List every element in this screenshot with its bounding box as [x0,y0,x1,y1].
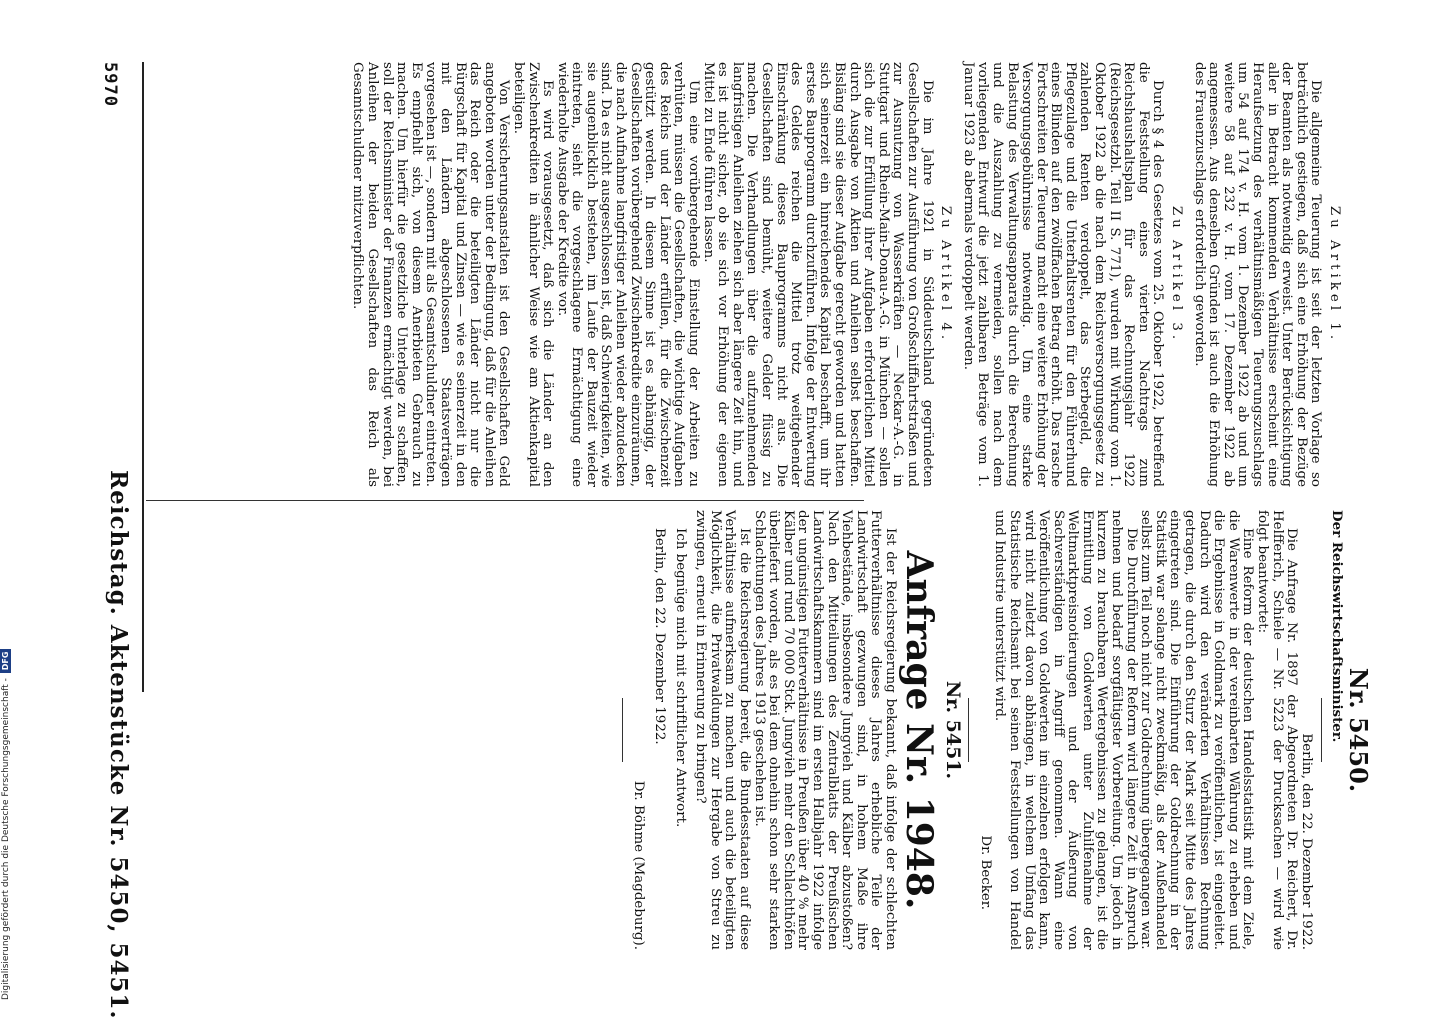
anfrage-paragraph-1: Ist der Reichsregierung bekannt, daß infolge der schlechten Futterverhältnisse dieses Jahres erhebliche Teile der Landwirtschaft gezwungen sind, in hohem Maße ihre Viehbestände, insbesondere Jungvieh und Kälber abzustoßen? Nach den Mitteilungen des Zentralblatts der Preußischen Landwirtschaftskammern sind im ersten Halbjahr 1922 infolge der ungünstigen Futterverhältnisse in Preußen über 40 % mehr Kälber und rund 70 000 Stck. Jungvieh mehr den Schlachthöfen überliefert worden, als es bei dem ohnehin schon sehr starken Schlachtungen des Jahres 1913 geschehen ist. [751,510,898,950]
nr5450-date: Berlin, den 22. Dezember 1922. [1298,733,1314,950]
credit-text: Digitalisierung gefördert durch die Deutsche Forschungsgemeinschaft - [1,678,11,1000]
anfrage-date: Berlin, den 22. Dezember 1922. [652,528,668,745]
left-column [350,62,1349,487]
art3-heading: Zu Artikel 3. [1169,205,1185,344]
nr5451-heading: Nr. 5451. [942,680,965,780]
header-rule [142,62,144,692]
divider-rule [1321,698,1322,762]
nr5450-paragraph-1: Eine Reform der deutschen Handelsstatistik mit dem Ziele, die Warenwerte in der vereinbarten Währung zu erheben und die Ergebnisse in Goldmark zu veröffentlichen, ist eingeleitet. Dadurch wird den veränderten Verhältnissen Rechnung getragen, die durch den Sturz der Mark seit Mitte des Jahres eingetreten sind. Die Einführung der Goldrechnung in der Statistik war solange nicht zweckmäßig, als der Außenhandel selbst zum Teil noch nicht zur Goldrechnung übergegangen war. [1138,510,1256,950]
art1-heading: Zu Artikel 1. [1327,205,1342,344]
art3-paragraph: Durch § 4 des Gesetzes vom 25. Oktober 1922, betreffend die Feststellung eines vierten Nachtrags zum Reichshaushaltsplan für das Rechnungsjahr 1922 (Reichsgesetzbl. Teil II S. 771), wurden mit Wirkung vom 1. Oktober 1922 ab die nach dem Reichsversorgungsgesetz zu zahlenden Renten verdoppelt, das Sterbegeld, die Pflegezulage und die Unterhaltsrenten für den Führerhund eines Blinden auf den zwölffachen Betrag erhöht. Das rasche Fortschreiten der Teuerung macht eine weitere Erhöhung der Versorgungsgebührnisse notwendig. Um eine starke Belastung des Verwaltungsapparats durch die Berechnung und die Auszahlung zu vermeiden, sollen nach dem vorliegenden Entwurf die jetzt zahlbaren Beträge vom 1. Januar 1923 ab abermals verdoppelt werden. [960,62,1166,487]
column-divider [146,500,864,501]
divider-rule [622,698,623,762]
dfg-logo: DFG [0,649,11,674]
anfrage-paragraph-2: Ist die Reichsregierung bereit, die Bundesstaaten auf diese Verhältnisse aufmerksam zu machen und auch die beteiligten Möglichkeit, die Privatwaldungen zur Hergabe von Streu zu zwingen, erneut in Erinnerung zu bringen? [693,510,753,950]
divider-rule [968,698,969,762]
art4-heading: Zu Artikel 4. [938,205,954,344]
art4-paragraph-3: Es wird vorausgesetzt, daß sich die Länder an den Zwischenkrediten in ähnlicher Weise wie am Aktienkapital beteiligen. [510,62,556,487]
art4-paragraph-1: Die im Jahre 1921 in Süddeutschland gegründeten Gesellschaften zur Ausführung von Großschiffahrtstraßen und zur Ausnutzung von Wasserkräften — Neckar-A.-G. in Stuttgart und Rhein-Main-Donau-A.-G. in München — sollen sich die zur Erfüllung ihrer Aufgaben erforderlichen Mittel durch Ausgabe von Aktien und Anleihen selbst beschaffen. Bisläng sind sie dieser Aufgabe gerecht geworden und hatten sich seinerzeit ein hinreichendes Kapital beschafft, um ihr erstes Bauprogramm durchzuführen. Infolge der Entwertung des Geldes reichen die Mittel trotz weitgehender Einschränkung dieses Bauprogramms nicht aus. Die Gesellschaften sind bemüht, weitere Gelder flüssig zu machen. Die Verhandlungen über die aufzunehmenden langfristigen Anleihen ziehen sich aber längere Zeit hin, und es ist nicht sicher, ob sie sich vor Erhöhung der eigenen Mittel zu Ende führen lassen. [700,62,935,487]
nr5450-intro: Die Anfrage Nr. 1897 der Abgeordneten Dr. Reichert, Dr. Helfferich, Schiele — Nr. 5223 der Drucksachen — wird wie folgt beantwortet: [1255,510,1300,950]
nr5450-sender: Der Reichswirtschaftsminister. [1329,510,1346,743]
art4-paragraph-2: Um eine vorübergehende Einstellung der Arbeiten zu verhüten, müssen die Gesellschaften, die wichtige Aufgaben des Reichs und der Länder erfüllen, für die Zwischenzeit gestützt werden. In diesem Sinne ist es abhängig, der Gesellschaften vorübergehend Zwischenkredite einzuräumen, die nach Aufnahme langfristiger Anleihen wieder abzudecken sind. Da es nicht ausgeschlossen ist, daß Schwierigkeiten, wie sie augenblicklich bestehen, im Laufe der Bauzeit wieder eintreten, sieht die vorgeschlagene Ermächtigung eine wiederholte Ausgabe der Kredite vor. [554,62,702,487]
running-head: Reichstag. Aktenstücke Nr. 5450, 5451. [105,470,132,1020]
anfrage-signature: Dr. Böhme (Magdeburg). [631,780,647,950]
art4-paragraph-4: Von Versicherungsanstalten ist den Gesellschaften Geld angeboten worden unter der Bedingung, daß für die Anleihen das Reich oder die beteiligten Länder nicht nur die Bürgschaft für Kapital und Zinsen — wie es seinerzeit in den mit den Ländern abgeschlossenen Staatsverträgen vorgesehen ist —, sondern mit als Gesamtschuldner eintreten. Es empfiehlt sich, von diesem Anerbieten Gebrauch zu machen. Um hierfür die gesetzliche Unterlage zu schaffen, soll der Reichsminister der Finanzen ermächtigt werden, bei Anleihen der beiden Gesellschaften das Reich als Gesamtschuldner mitzuverpflichten. [350,62,512,487]
anfrage-closing: Ich begnüge mich mit schriftlicher Antwort. [672,528,688,828]
anfrage-heading: Anfrage Nr. 1948. [897,550,940,910]
right-column [614,510,1373,950]
nr5450-heading: Nr. 5450. [1344,667,1373,793]
art1-paragraph: Die allgemeine Teuerung ist seit der letzten Vorlage so beträchtlich gestiegen, daß sich eine Erhöhung der Bezüge der Beamten als notwendig erweist. Unter Berücksichtigung aller in Betracht kommenden Verhältnisse erscheint eine Heraufsetzung des verhältnismäßigen Teuerungszuschlags um 54 auf 174 v. H. vom 1. Dezember 1922 ab und um weitere 58 auf 232 v. H. vom 17. Dezember 1922 ab angemessen. Aus denselben Gründen ist auch die Erhöhung des Frauenzuschlags erforderlich geworden. [1191,62,1324,487]
page-number: 5970 [100,62,120,107]
nr5450-signature: Dr. Becker. [977,835,993,910]
nr5450-paragraph-2: Die Durchführung der Reform wird längere Zeit in Anspruch nehmen und bedarf sorgfältigster Vorbereitung. Um jedoch in kurzem zu brauchbaren Wertergebnissen zu gelangen, ist die Ermittlung von Goldwerten unter Zuhilfenahme der Weltmarktpreisnotierungen und der Äußerung von Sachverständigen in Angriff genommen. Wann eine Veröffentlichung von Goldwerten im einzelnen erfolgen kann, wird nicht zuletzt davon abhängen, in welchem Umfang das Statistische Reichsamt bei seinen Feststellungen von Handel und Industrie unterstützt wird. [992,510,1139,950]
digitization-credit [0,2,14,1000]
